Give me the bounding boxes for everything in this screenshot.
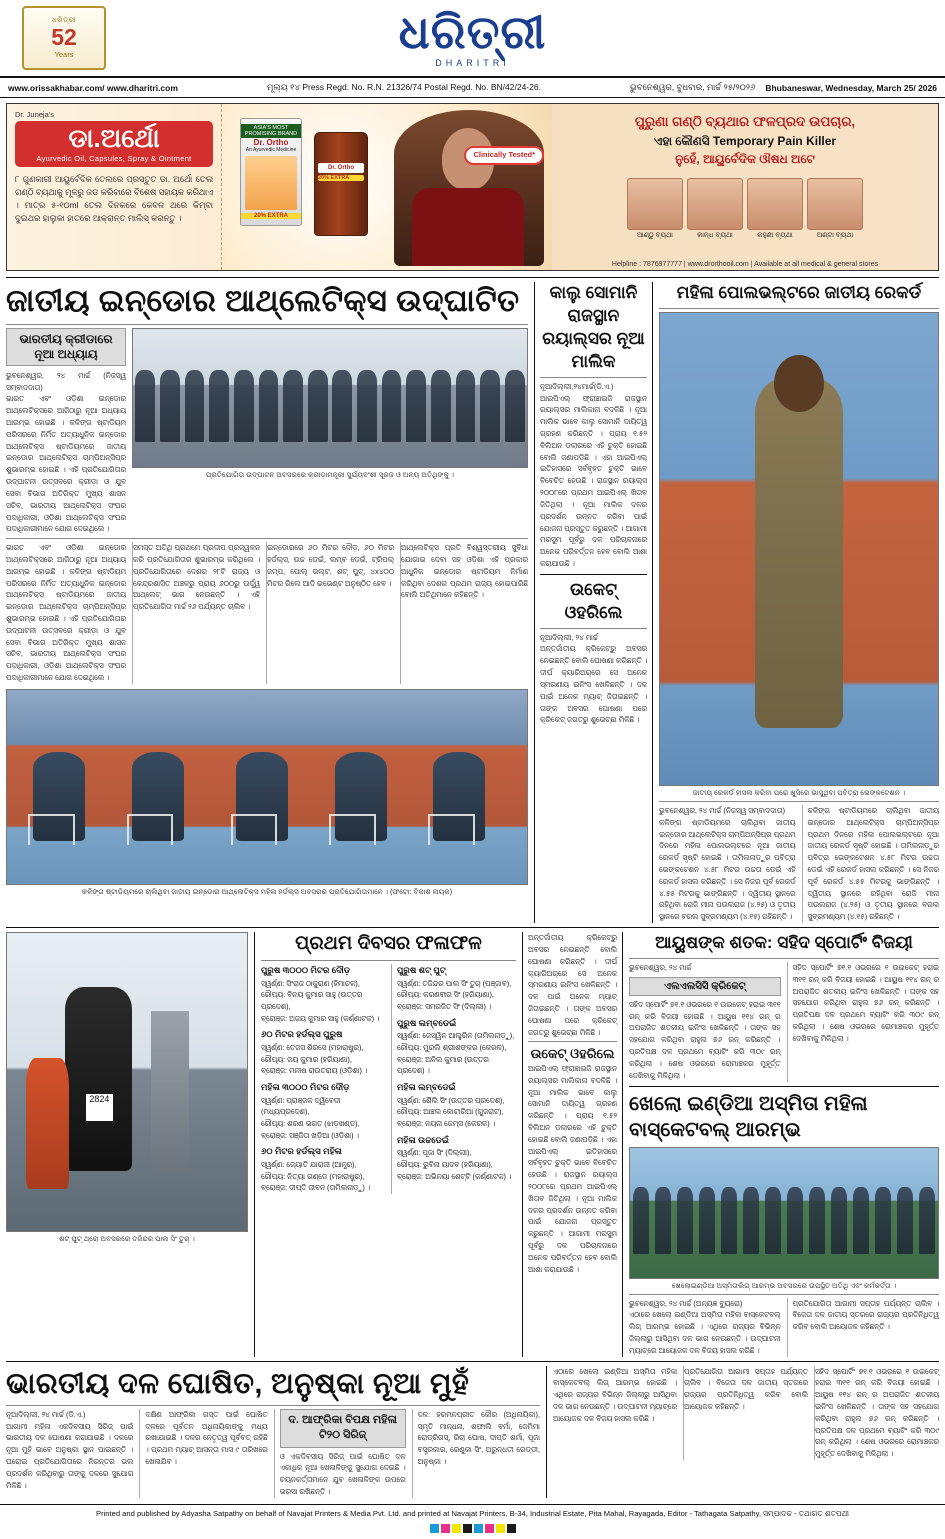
result-line: ରୌପ୍ୟ: ବିନୟ କୁମାର ସାହୁ (ଉତ୍ତର ପ୍ରଦେଶ), (261, 990, 363, 1011)
team-box-body: ଓ ଏକଦିବସୀୟ ସିରିଜ୍ ପାଇଁ ଘୋଷିତ ଦଳ ଏକାଧିକ ନୂଆ ଖେଳାଳିଙ୍କୁ ସୁଯୋଗ ଦେଇଛି । ଚୟନକର୍ତ୍ତାମାନେ ଯୁବ ଖେଳାଳିଙ୍କ ଉପରେ ଭରସା ରଖିଛନ୍ତି । (279, 1451, 406, 1497)
product-bottle (314, 132, 368, 236)
result-title: ୬୦ ମିଟର ହର୍ଡଲ୍ସ ପୁରୁଷ (261, 1029, 343, 1040)
polevault-divider-2 (659, 801, 939, 802)
product-box-image (245, 156, 297, 210)
team-people-row (630, 1187, 938, 1255)
shotput-photo-caption: ଶଟ୍ ପୁଟ୍ ଥ୍ରୋ ଅବସରରେ ତଜିନ୍ଦର ପାଲ ସିଂ ତୁର୍ । (59, 1234, 195, 1244)
kalu-body: ଆଇପିଏଲ୍ ଫ୍ରାଞ୍ଚାଇଜି ରାଜସ୍ଥାନ ରୟାଲ୍ସର ମାଲିକାନା ବଦଳିଛି । ନୂଆ ମାଲିକ ଭାବେ କାଲୁ ସୋମାନି ଦାୟିତ୍ୱ ଗ୍ରହଣ କରିଛନ୍ତି । ପ୍ରାୟ ୧.୫୨ ବିଲିଅନ ଡଲାରରେ ଏହି ଚୁକ୍ତି ହୋଇଛି ବୋଲି ଜଣାପଡ଼ିଛି । ଏହା ଆଇପିଏଲ୍ ଇତିହାସରେ ସର୍ବବୃହତ ଚୁକ୍ତି ଭାବେ ବିବେଚିତ ହେଉଛି । ରାଜସ୍ଥାନ ରୟାଲ୍ସ ୨୦୦୮ରେ ପ୍ରଥମ ଆଇପିଏଲ୍ ଖିତାବ ଜିତିଥିଲା । ନୂଆ ମାଲିକ ଦଳର ପ୍ରଦର୍ଶନ ଉନ୍ନତ କରିବା ପାଇଁ ଯୋଜନା ପ୍ରସ୍ତୁତ କରୁଛନ୍ତି । ଆଗାମୀ ମରସୁମ ପୂର୍ବରୁ ଦଳ ପରିଚାଳନାରେ ଅନେକ ପରିବର୍ତ୍ତନ ହେବ ବୋଲି ଆଶା କରାଯାଉଛି । (540, 393, 647, 568)
ad-thumb-knee (627, 178, 683, 240)
basketball-body-left: ଏଠାରେ ଖେଲୋ ଇଣ୍ଡିଆ ଅସ୍ମିତା ମହିଳା ବାସ୍କେଟବଲ୍ ଲିଗ୍ ଆରମ୍ଭ ହୋଇଛି । ଏଥିରେ ରାଜ୍ୟର ବିଭିନ୍ନ ଜିଲ୍ଲାରୁ ଆସିଥିବା ଦଳ ଭାଗ ନେଉଛନ୍ତି । ଉଦ୍‌ଘାଟନୀ ମ୍ୟାଚ୍‌ରେ ଆୟୋଜକ ଦଳ ବିଜୟ ହାସଲ କରିଛି । (629, 1310, 781, 1355)
basketball-photo (629, 1147, 939, 1279)
shotput-block (6, 932, 254, 1357)
result-line: ସ୍ୱର୍ଣ୍ଣ: ସିଂରାଜ ଠାକୁରାଣ (ହିମାଚଳ), (261, 978, 360, 988)
kalu-headline: କାଲୁ ସୋମାନି ରାଜସ୍ଥାନ ରୟାଲ୍ସର ନୂଆ ମାଲିକ (542, 283, 645, 371)
basketball-col-1 (629, 1298, 781, 1357)
polevault-col-1 (659, 805, 796, 923)
polevault-text-cols (659, 805, 939, 923)
lead-photo-caption: ପ୍ରତିଯୋଗିତା ଉଦ୍‌ଘାଟନ ଅବସରରେ କ୍ରୀଡ଼ାମନ୍ତ୍ରୀ ସୁର୍ଯ୍ୟବଂଶୀ ସୂରଜ ଓ ଅନ୍ୟ ଅତିଥିଙ୍କୁ । (205, 469, 455, 479)
result-group (397, 1017, 516, 1077)
siesercar-divider (528, 1041, 617, 1042)
clinically-tested-badge: Clinically Tested* (464, 146, 544, 165)
day1-col-2 (391, 964, 516, 1194)
polevault-headline: ମହିଳା ପୋଲଭଲ୍ଟରେ ଜାତୀୟ ରେକର୍ଡ (676, 283, 922, 302)
shotput-photo: 2824 (6, 932, 248, 1232)
lead-col4: ଆଥ୍‌ଲେଟିକ୍ସ ପ୍ରତି ବିଶ୍ୱସ୍ତରୀୟ ସୁବିଧା ଯୋଗାଇ ଦେବା ସହ ଓଡ଼ିଶା ଏହି ପ୍ରକାର ଆଧୁନିକ ଇନ୍ଡୋର ଷ୍ଟାଡିୟମ ନିର୍ମାଣ କରିଥିବା ଦେଶର ପ୍ରଥମ ରାଜ୍ୟ ହୋଇପାରିଛି ବୋଲି ଅତିଥିମାନେ କହିଛନ୍ତି । (400, 542, 528, 684)
century-body-cont: ସହିଦ ସ୍ପୋର୍ଟିଂ ୭୧.୧ ଓଭରରେ ୧ ଉଇକେଟ୍ ହରାଇ ୩୧୧ ରନ୍ କରି ବିଜୟୀ ହୋଇଛି । ଆୟୁଷ ୧୧୪ ରନ୍ ର ଅପରାଜିତ ଶତକୀୟ ଇନିଂସ ଖେଳିଛନ୍ତି । ତାଙ୍କ ସହ ସହଯୋଗ କରିଥିବା ରାହୁଲ ୭୬ ରନ୍ କରିଛନ୍ତି । ପ୍ରତିପକ୍ଷ ଦଳ ପ୍ରଥମେ ବ୍ୟାଟିଂ କରି ୩୦୯ ରନ୍ କରିଥିଲା । ଶେଷ ଓଭରରେ ରୋମାଞ୍ଚକର ମୁହୂର୍ତ୍ତ ଦେଖିବାକୁ ମିଳିଥିଲା । (792, 963, 939, 1043)
result-line: ସ୍ୱର୍ଣ୍ଣ: ଜେସ୍ୱିନ ଆଲ୍ଡ୍ରିନ (ତାମିଲନାଡ଼ୁ), (397, 1031, 515, 1041)
lead-dateline: ଭୁବନେଶ୍ୱର, ୨୪ ମାର୍ଚ୍ଚ (ନିଜସ୍ୱ ସମ୍ବାଦଦାତା) (6, 370, 126, 392)
middle-column (534, 282, 652, 923)
lead-col1-body: ଭାରତ ଏବଂ ଓଡ଼ିଶା ଇନ୍ଡୋର ଆଥ୍‌ଲେଟିକ୍ସରେ ଆଜିଠାରୁ ନୂଆ ଅଧ୍ୟାୟ ଆରମ୍ଭ ହୋଇଛି । କଳିଙ୍ଗ ଷ୍ଟାଡିୟମ ପରିସରରେ ନିର୍ମିତ ଅତ୍ୟାଧୁନିକ ଇନ୍ଡୋର ଆଥ୍‌ଲେଟିକ୍ସ ଷ୍ଟାଡିୟମରେ ଜାତୀୟ ଇନ୍ଡୋର ଆଥ୍‌ଲେଟିକ୍ସ ଚାମ୍ପିଅନ୍‌ସିପ୍‌ର ଶୁଭାରମ୍ଭ ହୋଇଛି । ଏହି ପ୍ରତିଯୋଗିତାର ଉଦ୍‌ଘାଟନୀ ଉତ୍ସବରେ କ୍ରୀଡ଼ା ଓ ଯୁବ ସେବା ବିଭାଗ ଅତିରିକ୍ତ ମୁଖ୍ୟ ଶାସନ ସଚିବ, ଭାରତୀୟ ଆଥ୍‌ଲେଟିକ୍ସ ସଂଘର ପଦାଧିକାରୀ, ଓଡ଼ିଶା ଆଥ୍‌ଲେଟିକ୍ସ ସଂଘର ପଦାଧିକାରୀମାନେ ଯୋଗ ଦେଇଥିଲେ । (6, 394, 126, 534)
second-row (6, 932, 939, 1357)
masthead (0, 0, 945, 78)
badge-top-text: ଧରିତ୍ରୀ (52, 17, 76, 24)
celebrity-photo (394, 110, 544, 266)
lead-divider (6, 324, 528, 325)
footer (0, 1504, 945, 1521)
result-group (397, 964, 516, 1013)
siesercar-body: ଆଇପିଏଲ୍ ଫ୍ରାଞ୍ଚାଇଜି ରାଜସ୍ଥାନ ରୟାଲ୍ସର ମାଲିକାନା ବଦଳିଛି । ନୂଆ ମାଲିକ ଭାବେ କାଲୁ ସୋମାନି ଦାୟିତ୍ୱ ଗ୍ରହଣ କରିଛନ୍ତି । ପ୍ରାୟ ୧.୫୨ ବିଲିଅନ ଡଲାରରେ ଏହି ଚୁକ୍ତି ହୋଇଛି ବୋଲି ଜଣାପଡ଼ିଛି । ଏହା ଆଇପିଏଲ୍ ଇତିହାସରେ ସର୍ବବୃହତ ଚୁକ୍ତି ଭାବେ ବିବେଚିତ ହେଉଛି । ରାଜସ୍ଥାନ ରୟାଲ୍ସ ୨୦୦୮ରେ ପ୍ରଥମ ଆଇପିଏଲ୍ ଖିତାବ ଜିତିଥିଲା । ନୂଆ ମାଲିକ ଦଳର ପ୍ରଦର୍ଶନ ଉନ୍ନତ କରିବା ପାଇଁ ଯୋଜନା ପ୍ରସ୍ତୁତ କରୁଛନ୍ତି । ଆଗାମୀ ମରସୁମ ପୂର୍ବରୁ ଦଳ ପରିଚାଳନାରେ ଅନେକ ପରିବର୍ତ୍ତନ ହେବ ବୋଲି ଆଶା କରାଯାଉଛି । (528, 1063, 617, 1274)
result-line: ବ୍ରୋଞ୍ଜ: ଦୀପ୍ତି ଜୀବନ (ତାମିଲନାଡ଼ୁ) । (261, 1183, 371, 1193)
ad-thumb-shoulder (687, 178, 743, 240)
product-box-type: An Ayurvedic Medicine (245, 147, 297, 153)
polevault-body: କଳିଙ୍ଗ ଷ୍ଟାଡିୟମରେ ଚାଲିଥିବା ଜାତୀୟ ଇନ୍ଡୋର ଆଥ୍‌ଲେଟିକ୍ସ ଚାମ୍ପିଅନ୍‌ସିପ୍‌ର ପ୍ରଥମ ଦିନରେ ମହିଳା ପୋଲଭଲ୍ଟରେ ନୂଆ ଜାତୀୟ ରେକର୍ଡ ସୃଷ୍ଟି ହୋଇଛି । ତାମିଲନାଡ଼ୁର ପବିତ୍ରା ଭେଙ୍କଟେଶନ ୪.୫୮ ମିଟର ଉଚ୍ଚତା ଡେଇଁ ଏହି ରେକର୍ଡ ହାସଲ କରିଛନ୍ତି । ସେ ନିଜର ପୂର୍ବ ରେକର୍ଡ ୪.୫୫ ମିଟରକୁ ଭାଙ୍ଗିଛନ୍ତି । ଦ୍ୱିତୀୟ ସ୍ଥାନରେ ରହିଥିବା ରୋଜି ମୀନା ପଉଲରାଜ (୪.୨୫) ଓ ତୃତୀୟ ସ୍ଥାନରେ ବରଲ ସୁବ୍ରମଣ୍ୟମ (୪.୧୫) ରହିଛନ୍ତି । (659, 817, 796, 922)
ad-thumb-elbow (747, 178, 803, 240)
team-headline: ଭାରତୀୟ ଦଳ ଘୋଷିତ, ଅନୁଷ୍କା ନୂଆ ମୁହଁ (6, 1367, 470, 1400)
polevault-body-cont: କଳିଙ୍ଗ ଷ୍ଟାଡିୟମରେ ଚାଲିଥିବା ଜାତୀୟ ଇନ୍ଡୋର ଆଥ୍‌ଲେଟିକ୍ସ ଚାମ୍ପିଅନ୍‌ସିପ୍‌ର ପ୍ରଥମ ଦିନରେ ମହିଳା ପୋଲଭଲ୍ଟରେ ନୂଆ ଜାତୀୟ ରେକର୍ଡ ସୃଷ୍ଟି ହୋଇଛି । ତାମିଲନାଡ଼ୁର ପବିତ୍ରା ଭେଙ୍କଟେଶନ ୪.୫୮ ମିଟର ଉଚ୍ଚତା ଡେଇଁ ଏହି ରେକର୍ଡ ହାସଲ କରିଛନ୍ତି । ସେ ନିଜର ପୂର୍ବ ରେକର୍ଡ ୪.୫୫ ମିଟରକୁ ଭାଙ୍ଗିଛନ୍ତି । ଦ୍ୱିତୀୟ ସ୍ଥାନରେ ରହିଥିବା ରୋଜି ମୀନା ପଉଲରାଜ (୪.୨୫) ଓ ତୃତୀୟ ସ୍ଥାନରେ ବରଲ ସୁବ୍ରମଣ୍ୟମ (୪.୧୫) ରହିଛନ୍ତି । (807, 805, 939, 922)
back-pain-caption: ଅଣ୍ଟା ବ୍ୟଥା (816, 232, 854, 240)
team-col2-body: ଦକ୍ଷିଣ ଆଫ୍ରିକା ଗସ୍ତ ପାଇଁ ଘୋଷିତ ଦଳରେ ପୂର୍ବତନ ଅଧିନାୟିକାଙ୍କୁ ମଧ୍ୟ ରଖାଯାଇଛି । ଦଳର ନେତୃତ୍ୱ ପୂର୍ବବତ୍ ରହିଛି । ପ୍ରଥମ ମ୍ୟାଚ୍ ଆସନ୍ତା ମାସ ୯ ତାରିଖରେ ଖେଳାଯିବ । (145, 1409, 268, 1467)
info-bar (0, 78, 945, 98)
team-col-2 (139, 1409, 267, 1498)
registration-info: ମୂଲ୍ୟ ୧୪ Press Regd. No. R.N. 21326/74 Postal Regd. No. BN/42/24-26. (266, 82, 541, 92)
color-registration-bar (0, 1521, 945, 1539)
edition-date-english: Bhubaneswar, Wednesday, March 25/ 2026 (765, 82, 937, 93)
lead-col2: ସମସ୍ତ ଅତିଥି ପ୍ରଥମେ ପ୍ରଦୀପ ପ୍ରଜ୍ୱଳନ କରି ପ୍ରତିଯୋଗିତାର ଶୁଭାରମ୍ଭ କରିଥିଲେ । ପ୍ରତିଯୋଗିତାରେ ଦେଶର ୨୮ଟି ରାଜ୍ୟ ଓ କେନ୍ଦ୍ରଶାସିତ ଅଞ୍ଚଳରୁ ପ୍ରାୟ ୬୦୦ରୁ ଊର୍ଦ୍ଧ୍ୱ ଆଥ୍‌ଲେଟ୍ ଭାଗ ନେଉଛନ୍ତି । ଏହି ପ୍ରତିଯୋଗିତା ମାର୍ଚ୍ଚ ୨୬ ପର୍ଯ୍ୟନ୍ତ ଚାଲିବ । (132, 542, 260, 684)
product-box-extra: 20% EXTRA (241, 213, 301, 219)
siesercar-headline: ଉକେଟ୍ ଓହରିଲେ (530, 1046, 615, 1062)
basketball-headline: ଖେଲୋ ଇଣ୍ଡିଆ ଅସ୍ମିତା ମହିଳା ବାସ୍କେଟବଲ୍ ଆରମ୍ଭ (629, 1092, 868, 1141)
result-group (397, 1134, 516, 1183)
result-title: ପୁରୁଷ ୩୦୦୦ ମିଟର ଦୌଡ଼ (261, 964, 351, 975)
basketball-photo-caption: ଖେଲୋଇଣ୍ଡିଆ ଅସ୍ମିତାଲିଗ୍ ଆରମ୍ଭ ଅବସରରେ ଉପସ୍ଥିତ ଅତିଥି ଏବଂ କର୍ମକର୍ତ୍ତା । (671, 1280, 897, 1290)
team-cols (6, 1409, 540, 1498)
result-line: ରୌପ୍ୟ: ରୁବିନା ୟାଦବ (ହରିୟାଣା), (397, 1160, 493, 1170)
result-title: ପୁରୁଷ ଲମ୍ବଡେଇଁ (397, 1017, 457, 1028)
lead-photo (132, 328, 528, 468)
day1-results-block (254, 932, 522, 1357)
ad-left-panel (7, 104, 222, 270)
kalu-dateline: ନୂଆଦିଲ୍ଲୀ,୨୪ମାର୍ଚ୍ଚ(ଡି.ଏ.) (540, 381, 614, 391)
century-body: ସହିଦ ସ୍ପୋର୍ଟିଂ ୭୧.୧ ଓଭରରେ ୧ ଉଇକେଟ୍ ହରାଇ ୩୧୧ ରନ୍ କରି ବିଜୟୀ ହୋଇଛି । ଆୟୁଷ ୧୧୪ ରନ୍ ର ଅପରାଜିତ ଶତକୀୟ ଇନିଂସ ଖେଳିଛନ୍ତି । ତାଙ୍କ ସହ ସହଯୋଗ କରିଥିବା ରାହୁଲ ୭୬ ରନ୍ କରିଛନ୍ତି । ପ୍ରତିପକ୍ଷ ଦଳ ପ୍ରଥମେ ବ୍ୟାଟିଂ କରି ୩୦୯ ରନ୍ କରିଥିଲା । ଶେଷ ଓଭରରେ ରୋମାଞ୍ଚକର ମୁହୂର୍ତ୍ତ ଦେଖିବାକୁ ମିଳିଥିଲା । (629, 999, 781, 1080)
result-title: ପୁରୁଷ ଶଟ୍ ପୁଟ୍ (397, 964, 446, 975)
lead-lower-cols (6, 542, 528, 684)
wicket-dateline: ନୂଆଦିଲ୍ଲୀ, ୨୪ ମାର୍ଚ୍ଚ (540, 632, 598, 642)
century-subhead: ଏଲଏଲସିସି କ୍ରିକେଟ୍ (629, 977, 781, 996)
ad-thumbnail-row (562, 178, 928, 240)
basketball-body-right-cont: ପ୍ରତିଯୋଗିତା ଆଗାମୀ ସପ୍ତାହ ପର୍ଯ୍ୟନ୍ତ ଚାଲିବ । ବିଜେତା ଦଳ ଜାତୀୟ ସ୍ତରରେ ରାଜ୍ୟର ପ୍ରତିନିଧିତ୍ୱ କରିବ ବୋଲି ଆୟୋଜକ କହିଛନ୍ତି । (683, 1366, 808, 1461)
photo-people-row (133, 370, 527, 442)
day1-columns (261, 964, 516, 1194)
edition-date-odia: ଭୁବନେଶ୍ୱର, ବୁଧବାର, ମାର୍ଚ୍ଚ ୨୫/୨୦୨୬ (630, 82, 756, 92)
knee-pain-caption: ଆଣ୍ଠୁ ବ୍ୟଥା (636, 232, 674, 240)
lead-upper (6, 328, 528, 535)
wicket-divider (540, 574, 647, 575)
ad-logo (15, 121, 213, 167)
main-content (0, 277, 945, 1498)
wicket-headline: ଉକେଟ୍ ଓହରିଲେ (564, 579, 623, 622)
ad-brand-top: Dr. Juneja's (15, 110, 54, 119)
result-line: ସ୍ୱର୍ଣ୍ଣ: ପ୍ରାଞ୍ଜଳ ଦ୍ୱିବେଦୀ (ମଧ୍ୟପ୍ରଦେଶ), (261, 1095, 341, 1117)
bottle-extra: 20% EXTRA (318, 175, 364, 181)
lead-photo-wrap (132, 328, 528, 535)
logo-english: DHARITRI (435, 57, 510, 68)
result-group (261, 1145, 385, 1194)
back-pain-image (807, 178, 863, 230)
result-line: ବ୍ରୋଞ୍ଜ: ଅନିଲ କୁମାର (ଉତ୍ତର ପ୍ରଦେଶ) । (397, 1054, 489, 1076)
result-line: ବ୍ରୋଞ୍ଜ: ଅଜୟ କୁମାର ସାହୁ (କର୍ଣ୍ଣାଟକ) । (261, 1013, 380, 1023)
hurdles-photo (6, 689, 528, 885)
century-cols (629, 962, 939, 1082)
product-box-brandline: ASIA'S MOST PROMISING BRAND (241, 124, 301, 138)
result-line: ରୌପ୍ୟ: ଶରଣ ଭଗତ (ଝାଡ଼ଖଣ୍ଡ), (261, 1119, 360, 1129)
lead-headline: ଜାତୀୟ ଇନ୍ଡୋର ଆଥ୍‌ଲେଟିକ୍ସ ଉଦ୍‌ଘାଟିତ (6, 283, 520, 318)
result-title: ୬୦ ମିଟର ହର୍ଡଲ୍ସ ମହିଳା (261, 1146, 342, 1157)
result-title: ମହିଳା ଉଚ୍ଚଡେଇଁ (397, 1134, 450, 1145)
kalu-divider (540, 377, 647, 378)
elbow-pain-image (747, 178, 803, 230)
team-divider (6, 1405, 540, 1406)
team-col-4 (412, 1409, 540, 1498)
team-col-1 (6, 1409, 133, 1498)
divider-top (6, 277, 939, 278)
result-line: ସ୍ୱର୍ଣ୍ଣ: ଜ୍ୟୋତି ଯାରାଜୀ (ଆନ୍ଧ୍ର), (261, 1160, 357, 1170)
celebrity-shirt (412, 188, 524, 266)
elbow-pain-caption: କହୁଣୀ ବ୍ୟଥା (757, 232, 793, 240)
ad-body-text: ୮ ଗୁଣକାରୀ ଆୟୁର୍ବେଦିକ ତେଲରେ ପ୍ରସ୍ତୁତ ଡା. ଅର୍ଥୋ ତେଲ ଗଣ୍ଠି ବ୍ୟଥାକୁ ମୂଳରୁ ଜଡ କରିବାରେ ବିଶେଷ ସହାୟକ କରିଥାଏ । ମାତ୍ର ୫-୧୦ml ତେଲ ଦିନକରେ କେବଳ ଥରେ କିମ୍ବା ଦୁଇଥର ହାଲୁକା ହାତରେ ଆକ୍ରାନ୍ତ ମାଲିସ୍ କରନ୍ତୁ । (15, 174, 213, 224)
product-box-name: Dr. Ortho (253, 138, 289, 147)
result-line: ବ୍ରୋଞ୍ଜ: ଅଭିନୟା ଶେଟ୍ଟି (କର୍ଣ୍ଣାଟକ) । (397, 1171, 512, 1181)
team-col3-body: ଦଳ: ହରମନପ୍ରୀତ କୌର (ଅଧିନାୟିକା), ସ୍ମୃତି ମାନ୍ଧନା, ଶଫାଲି ଵର୍ମା, ଜେମିମା ରୋଡ୍ରିଗସ୍, ରିଚା ଘୋଷ, ଦୀପ୍ତି ଶର୍ମା, ପୂଜା ଵସ୍ତ୍ରକାର, ରେଣୁକା ସିଂ, ଅରୁନ୍ଧତୀ ରେଡ୍ଡୀ, ଅନୁଷ୍କା । (417, 1409, 540, 1467)
polevault-photo-caption: ଜାତୀୟ ରେକର୍ଡ ହାସଲ କରିବା ପରେ ଖୁସିରେ ଭାସୁଥିବା ପବିତ୍ରା ଭେଙ୍କଟେଶନ । (692, 787, 906, 797)
third-row-right (546, 1366, 939, 1498)
century-col-2 (787, 962, 940, 1082)
wicket-divider-2 (540, 628, 647, 629)
result-group (397, 1081, 516, 1130)
result-line: ରୌପ୍ୟ: ନିତ୍ୟା ଗଣ୍ଡେ (ମହାରାଷ୍ଟ୍ର), (261, 1171, 365, 1181)
ad-product-visual (222, 104, 552, 270)
website-link[interactable]: www.orissakhabar.com/ www.dharitri.com (8, 82, 178, 93)
result-line: ସ୍ୱର୍ଣ୍ଣ: ପୂଜା ସିଂ (ଦିଲ୍ଲୀ), (397, 1148, 472, 1158)
polevault-photo (659, 312, 939, 786)
wicket-body: ଅନ୍ତର୍ଜାତୀୟ କ୍ରିକେଟ୍‌ରୁ ଅବସର ନେଇଛନ୍ତି ବୋଲି ଘୋଷଣା କରିଛନ୍ତି । ଦୀର୍ଘ କ୍ୟାରିଅର୍‌ରେ ସେ ଅନେକ ସ୍ମରଣୀୟ ଇନିଂସ ଖେଳିଛନ୍ତି । ଦଳ ପାଇଁ ଅନେକ ମ୍ୟାଚ୍ ଜିତାଇଛନ୍ତି । ତାଙ୍କ ଅବସର ଘୋଷଣା ପରେ କ୍ରିକେଟ୍ ଜଗତରୁ ଶୁଭେଚ୍ଛା ମିଳିଛି । (540, 644, 647, 725)
footer-editor-odia: ସମ୍ପାଦକ - ତଥାଗତ ଶତପଥୀ (763, 1508, 849, 1518)
shoulder-pain-image (687, 178, 743, 230)
track-photo-wrap (6, 689, 528, 897)
product-box (240, 118, 302, 226)
day1-divider (261, 960, 516, 961)
lead-left-col (6, 328, 126, 535)
result-line: ରୌପ୍ୟ: ଜୟ କୁମାର (ହରିୟାଣା), (261, 1054, 352, 1064)
basketball-text-cols (629, 1298, 939, 1357)
ad-brand-odia: ଡା.ଅର୍ଥୋ (68, 123, 160, 153)
badge-number: 52 (51, 24, 77, 50)
lead-subhead: ଭାରତୀୟ କ୍ରୀଡାରେ ନୂଆ ଅଧ୍ୟାୟ (6, 328, 126, 366)
ad-headline-2: ଏହା କୌଣସି Temporary Pain Killer (653, 134, 837, 149)
hurdles-photo-caption: କଳିଙ୍ଗ ଷ୍ଟାଡିୟମରେ ଚାଲିଥିବା ଜାତୀୟ ଇନ୍ଡୋର ଆଥ୍‌ଲେଟିକ୍ସ ମହିଳା ହର୍ଡଲ୍ସ ଅବସରର ପ୍ରତିଯୋଗିତାମାନେ । (ଫଟୋ: ବିକାଶ ନାୟକ) (81, 886, 453, 896)
team-box-headline: ଦ. ଆଫ୍ରିକା ବିପକ୍ଷ ମହିଳା ଟି୨୦ ସିରିଜ୍ (280, 1409, 406, 1448)
anniversary-badge (22, 6, 106, 70)
polevault-dateline: ଭୁବନେଶ୍ୱର, ୨୪ ମାର୍ଚ୍ଚ (ନିଜସ୍ୱ ସମ୍ବାଦଦାତା) (659, 805, 786, 815)
century-headline: ଆୟୁଷଙ୍କ ଶତକ: ସହିଦ ସ୍ପୋର୍ଟିଂ ବିଜୟୀ (655, 933, 913, 953)
polevault-divider (659, 308, 939, 309)
result-group (261, 964, 385, 1024)
bottle-name: Dr. Ortho (318, 163, 364, 173)
ad-right-panel (552, 104, 938, 270)
team-dateline: ନୂଆଦିଲ୍ଲୀ, ୨୪ ମାର୍ଚ୍ଚ (ଡି.ଏ.) (6, 1409, 86, 1419)
lead-col1-cont: ଭାରତ ଏବଂ ଓଡ଼ିଶା ଇନ୍ଡୋର ଆଥ୍‌ଲେଟିକ୍ସରେ ଆଜିଠାରୁ ନୂଆ ଅଧ୍ୟାୟ ଆରମ୍ଭ ହୋଇଛି । କଳିଙ୍ଗ ଷ୍ଟାଡିୟମ ପରିସରରେ ନିର୍ମିତ ଅତ୍ୟାଧୁନିକ ଇନ୍ଡୋର ଆଥ୍‌ଲେଟିକ୍ସ ଷ୍ଟାଡିୟମରେ ଜାତୀୟ ଇନ୍ଡୋର ଆଥ୍‌ଲେଟିକ୍ସ ଚାମ୍ପିଅନ୍‌ସିପ୍‌ର ଶୁଭାରମ୍ଭ ହୋଇଛି । ଏହି ପ୍ରତିଯୋଗିତାର ଉଦ୍‌ଘାଟନୀ ଉତ୍ସବରେ କ୍ରୀଡ଼ା ଓ ଯୁବ ସେବା ବିଭାଗ ଅତିରିକ୍ତ ମୁଖ୍ୟ ଶାସନ ସଚିବ, ଭାରତୀୟ ଆଥ୍‌ଲେଟିକ୍ସ ସଂଘର ପଦାଧିକାରୀ, ଓଡ଼ିଶା ଆଥ୍‌ଲେଟିକ୍ସ ସଂଘର ପଦାଧିକାରୀମାନେ ଯୋଗ ଦେଇଥିଲେ । (6, 543, 126, 683)
result-group (261, 1081, 385, 1141)
knee-pain-image (627, 178, 683, 230)
result-line: ରୌପ୍ୟ: ମୁରଲି ଶ୍ରୀଶଙ୍କର (କେରଳ), (397, 1042, 507, 1052)
basketball-col-2 (787, 1298, 940, 1357)
day1-headline: ପ୍ରଥମ ଦିବସର ଫଳାଫଳ (295, 933, 482, 955)
century-col-1 (629, 962, 781, 1082)
result-line: ସ୍ୱର୍ଣ୍ଣ: ତେଜସ ଶିରସେ (ମହାରାଷ୍ଟ୍ର), (261, 1042, 364, 1052)
badge-years: Years (54, 50, 74, 59)
third-row (6, 1366, 939, 1498)
result-line: ବ୍ରୋଞ୍ଜ: ନୟନା ଜେମ୍ସ (କେରଳ) । (397, 1119, 495, 1129)
result-line: ସ୍ୱର୍ଣ୍ଣ: ଶୈଲି ସିଂ (ଉତ୍ତର ପ୍ରଦେଶ), (397, 1095, 505, 1105)
wicket-continued-column (522, 932, 622, 1357)
lead-divider-2 (6, 538, 528, 539)
day1-col-1 (261, 964, 385, 1194)
century-divider (629, 958, 939, 959)
century-body-cont-2: ସହିଦ ସ୍ପୋର୍ଟିଂ ୭୧.୧ ଓଭରରେ ୧ ଉଇକେଟ୍ ହରାଇ ୩୧୧ ରନ୍ କରି ବିଜୟୀ ହୋଇଛି । ଆୟୁଷ ୧୧୪ ରନ୍ ର ଅପରାଜିତ ଶତକୀୟ ଇନିଂସ ଖେଳିଛନ୍ତି । ତାଙ୍କ ସହ ସହଯୋଗ କରିଥିବା ରାହୁଲ ୭୬ ରନ୍ କରିଛନ୍ତି । ପ୍ରତିପକ୍ଷ ଦଳ ପ୍ରଥମେ ବ୍ୟାଟିଂ କରି ୩୦୯ ରନ୍ କରିଥିଲା । ଶେଷ ଓଭରରେ ରୋମାଞ୍ଚକର ମୁହୂର୍ତ୍ତ ଦେଖିବାକୁ ମିଳିଥିଲା । (815, 1366, 939, 1459)
logo (398, 5, 547, 68)
century-dateline: ଭୁବନେଶ୍ୱର, ୨୪ ମାର୍ଚ୍ଚ (629, 963, 692, 972)
right-column (652, 282, 939, 923)
result-group (261, 1028, 385, 1077)
basketball-dateline: ଭୁବନେଶ୍ୱର, ୨୪ ମାର୍ଚ୍ଚ (ଅନ୍ୟଜ୍ଞ ବ୍ୟୁରୋ) (629, 1298, 743, 1308)
century-basketball-column (622, 932, 939, 1357)
footer-imprint: Printed and published by Adyasha Satpathy on behalf of Navajat Printers & Media Pvt. Ltd. and printed at Navajat Printers, B-34, Industrial Estate, Pita Mahal, Rayagada, Editor - Tathagata Satpathy, (96, 1508, 761, 1518)
ad-headline-1: ପୁରୁଣା ଗଣ୍ଠି ବ୍ୟଥାର ଫଳପ୍ରଦ ଉପଚାର, (634, 114, 856, 129)
result-title: ମହିଳା ୩୦୦୦ ମିଟର ଦୌଡ଼ (261, 1081, 350, 1092)
lead-story-block (6, 282, 534, 923)
advertisement-banner[interactable] (6, 103, 939, 271)
result-line: ବ୍ରୋଞ୍ଜ: ସମରଜିତ ସିଂ (ଦିଲ୍ଲୀ) । (397, 1001, 492, 1011)
result-title: ମହିଳା ଲମ୍ବଡେଇଁ (397, 1081, 456, 1092)
result-line: ରୌପ୍ୟ: କରଣଵୀର ସିଂ (ହରିୟାଣା), (397, 990, 494, 1000)
ad-brand-sub: Ayurvedic Oil, Capsules, Spray & Ointment (36, 154, 192, 164)
shoulder-pain-caption: କାନ୍ଧ ବ୍ୟଥା (697, 232, 733, 240)
result-line: ବ୍ରୋଞ୍ଜ: ମନୀଷ ରାଉତରାୟ (ଓଡ଼ିଶା) । (261, 1066, 368, 1076)
divider-bottom (6, 1361, 939, 1362)
ad-helpline: Helpline : 7876977777 | www.drorthooil.com | Available at all medical & general stores (611, 261, 879, 268)
result-line: ରୌପ୍ୟ: ଆଞ୍ଚଲ କୋଟାରିଆ (ଗୁଜରାଟ), (397, 1107, 504, 1117)
divider-mid (6, 927, 939, 928)
lead-col3: ଇନ୍ଡୋରରେ ୬୦ ମିଟର ଦୌଡ଼, ୬୦ ମିଟର ହର୍ଡଲ୍ସ, ଉଚ୍ଚ ଡେଇଁ, ଲମ୍ବ ଡେଇଁ, ଟ୍ରିପଲ୍ ଜମ୍ପ, ପୋଲ୍ ଭଲ୍ଟ, ଶଟ୍ ପୁଟ୍, ୪x୪୦୦ ମିଟର ରିଲେ ଆଦି ଇଭେଣ୍ଟ ଅନୁଷ୍ଠିତ ହେବ । (266, 542, 394, 684)
logo-odia: ଧରିତ୍ରୀ (398, 5, 547, 58)
ad-thumb-back (807, 178, 863, 240)
ad-headline-3: ନୁହେଁ, ଆୟୁର୍ବେଦିକ ଔଷଧ ଅଟେ (675, 152, 815, 167)
third-row-right-cols (553, 1366, 939, 1461)
result-line: ବ୍ରୋଞ୍ଜ: ସଞ୍ଜିତା ଖଡ଼ିଆ (ଓଡ଼ିଶା) । (261, 1130, 359, 1140)
team-col1-body: ଆଗାମୀ ମହିଳା ଏକଦିବସୀୟ ସିରିଜ୍ ପାଇଁ ଭାରତୀୟ ଦଳ ଘୋଷଣା କରାଯାଇଛି । ଦଳରେ ନୂଆ ମୁହଁ ଭାବେ ଅନୁଷ୍କା ସ୍ଥାନ ପାଇଛନ୍ତି । ଘରୋଇ ପ୍ରତିଯୋଗିତାରେ ନିରନ୍ତର ଭଲ ପ୍ରଦର୍ଶନ କରିଥିବାରୁ ତାଙ୍କୁ ଦଳରେ ସୁଯୋଗ ମିଳିଛି । (6, 1421, 134, 1490)
team-story-block (6, 1366, 546, 1498)
basketball-body-right: ପ୍ରତିଯୋଗିତା ଆଗାମୀ ସପ୍ତାହ ପର୍ଯ୍ୟନ୍ତ ଚାଲିବ । ବିଜେତା ଦଳ ଜାତୀୟ ସ୍ତରରେ ରାଜ୍ୟର ପ୍ରତିନିଧିତ୍ୱ କରିବ ବୋଲି ଆୟୋଜକ କହିଛନ୍ତି । (792, 1298, 939, 1332)
basketball-divider (629, 1086, 939, 1087)
polevault-col-2 (802, 805, 940, 923)
wicket-body-cont: ଅନ୍ତର୍ଜାତୀୟ କ୍ରିକେଟ୍‌ରୁ ଅବସର ନେଇଛନ୍ତି ବୋଲି ଘୋଷଣା କରିଛନ୍ତି । ଦୀର୍ଘ କ୍ୟାରିଅର୍‌ରେ ସେ ଅନେକ ସ୍ମରଣୀୟ ଇନିଂସ ଖେଳିଛନ୍ତି । ଦଳ ପାଇଁ ଅନେକ ମ୍ୟାଚ୍ ଜିତାଇଛନ୍ତି । ତାଙ୍କ ଅବସର ଘୋଷଣା ପରେ କ୍ରିକେଟ୍ ଜଗତରୁ ଶୁଭେଚ୍ଛା ମିଳିଛି । (528, 933, 617, 1037)
basketball-divider-2 (629, 1294, 939, 1295)
top-row (6, 282, 939, 923)
result-line: ସ୍ୱର୍ଣ୍ଣ: ତଜିନ୍ଦର ପାଲ ସିଂ ତୁର୍ (ପଞ୍ଜାବ), (397, 978, 512, 988)
basketball-body-left-cont: ଏଠାରେ ଖେଲୋ ଇଣ୍ଡିଆ ଅସ୍ମିତା ମହିଳା ବାସ୍କେଟବଲ୍ ଲିଗ୍ ଆରମ୍ଭ ହୋଇଛି । ଏଥିରେ ରାଜ୍ୟର ବିଭିନ୍ନ ଜିଲ୍ଲାରୁ ଆସିଥିବା ଦଳ ଭାଗ ନେଉଛନ୍ତି । ଉଦ୍‌ଘାଟନୀ ମ୍ୟାଚ୍‌ରେ ଆୟୋଜକ ଦଳ ବିଜୟ ହାସଲ କରିଛି । (553, 1366, 677, 1423)
team-col-3 (274, 1409, 406, 1498)
